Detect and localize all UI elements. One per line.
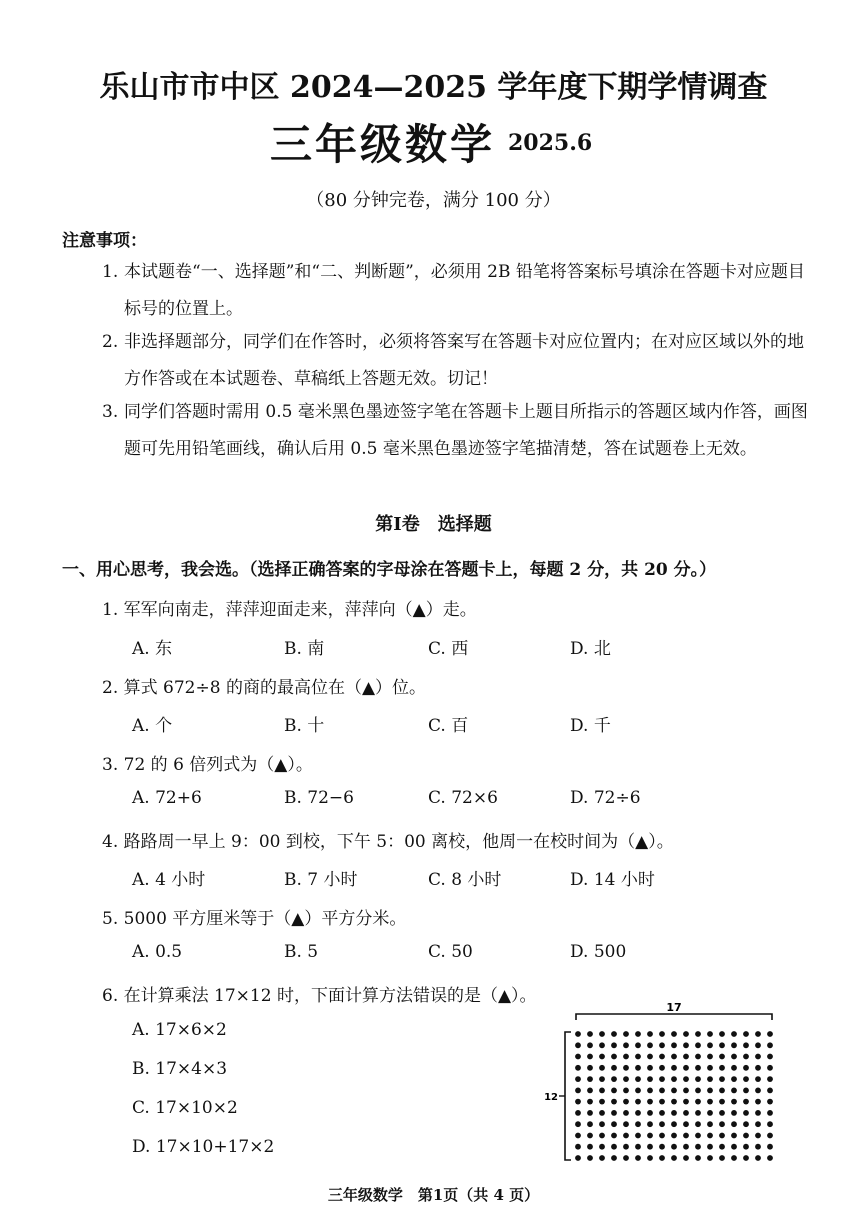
dot <box>659 1076 665 1082</box>
dot <box>611 1042 617 1048</box>
question-number: 1. <box>102 600 119 620</box>
dot <box>575 1121 581 1127</box>
figure-top-label: 17 <box>666 1001 682 1014</box>
dot <box>623 1155 629 1161</box>
dot <box>659 1099 665 1105</box>
dot <box>659 1065 665 1071</box>
part-title: 一、用心思考，我会选。（选择正确答案的字母涂在答题卡上，每题 2 分，共 20 分。） <box>62 560 717 580</box>
dot <box>671 1054 677 1060</box>
dot <box>743 1042 749 1048</box>
dot <box>767 1088 773 1094</box>
dot <box>731 1110 737 1116</box>
dot <box>599 1133 605 1139</box>
dot <box>659 1031 665 1037</box>
option-b: B. 17×4×3 <box>132 1059 228 1079</box>
dot <box>587 1133 593 1139</box>
dot <box>599 1099 605 1105</box>
question-text: 72 的 6 倍列式为（▲）。 <box>123 755 313 775</box>
dot <box>683 1031 689 1037</box>
dot <box>743 1121 749 1127</box>
dot <box>611 1155 617 1161</box>
dot <box>683 1099 689 1105</box>
dot <box>575 1031 581 1037</box>
dot <box>683 1144 689 1150</box>
dot <box>695 1088 701 1094</box>
dot <box>635 1110 641 1116</box>
question-text: 5000 平方厘米等于（▲）平方分米。 <box>123 909 407 929</box>
dot <box>635 1054 641 1060</box>
dot <box>599 1076 605 1082</box>
dot <box>635 1133 641 1139</box>
dot <box>671 1076 677 1082</box>
dot <box>719 1065 725 1071</box>
dot <box>659 1144 665 1150</box>
dot <box>659 1155 665 1161</box>
dot <box>731 1144 737 1150</box>
dot <box>695 1076 701 1082</box>
question-text: 算式 672÷8 的商的最高位在（▲）位。 <box>123 678 427 698</box>
dot <box>707 1054 713 1060</box>
dot <box>623 1076 629 1082</box>
dot <box>743 1110 749 1116</box>
question-1 <box>102 595 477 620</box>
dot <box>731 1054 737 1060</box>
question-number: 6. <box>102 986 119 1006</box>
dot <box>647 1144 653 1150</box>
dot <box>695 1054 701 1060</box>
dot <box>575 1155 581 1161</box>
dot <box>695 1133 701 1139</box>
dot <box>623 1121 629 1127</box>
dot <box>707 1042 713 1048</box>
dot <box>575 1076 581 1082</box>
dot <box>767 1054 773 1060</box>
option-d: D. 14 小时 <box>570 870 655 890</box>
dot <box>719 1076 725 1082</box>
dot <box>671 1031 677 1037</box>
dot <box>671 1065 677 1071</box>
dot <box>767 1076 773 1082</box>
dot <box>659 1088 665 1094</box>
dot <box>719 1099 725 1105</box>
dot <box>659 1042 665 1048</box>
dot <box>743 1155 749 1161</box>
question-4 <box>102 827 674 852</box>
dot <box>695 1110 701 1116</box>
dot <box>635 1031 641 1037</box>
dot <box>683 1133 689 1139</box>
option-d: D. 72÷6 <box>570 788 641 808</box>
option-c: C. 百 <box>428 716 469 736</box>
dot <box>755 1133 761 1139</box>
top-bracket <box>576 1014 772 1020</box>
dot-array-figure <box>544 1001 788 1168</box>
dot <box>575 1099 581 1105</box>
dot <box>755 1065 761 1071</box>
section-title: 第Ⅰ卷 选择题 <box>375 514 492 535</box>
dot <box>767 1155 773 1161</box>
note-item <box>102 394 822 509</box>
dot <box>599 1155 605 1161</box>
dot <box>671 1110 677 1116</box>
question-2 <box>102 673 426 698</box>
dot-grid <box>575 1031 773 1161</box>
dot <box>719 1054 725 1060</box>
dot <box>575 1065 581 1071</box>
question-6 <box>102 981 537 1006</box>
dot <box>695 1144 701 1150</box>
dot <box>611 1031 617 1037</box>
dot <box>623 1042 629 1048</box>
figure-side-label: 12 <box>544 1092 558 1103</box>
dot <box>635 1088 641 1094</box>
dot <box>707 1076 713 1082</box>
dot <box>623 1133 629 1139</box>
dot <box>683 1155 689 1161</box>
dot <box>575 1110 581 1116</box>
dot <box>623 1054 629 1060</box>
dot <box>635 1065 641 1071</box>
dot <box>623 1110 629 1116</box>
dot <box>575 1133 581 1139</box>
option-a: A. 个 <box>132 716 173 736</box>
page-footer: 三年级数学 第1页（共 4 页） <box>327 1186 540 1204</box>
option-a: A. 0.5 <box>132 942 183 962</box>
dot <box>743 1076 749 1082</box>
dot <box>767 1110 773 1116</box>
dot <box>635 1076 641 1082</box>
dot <box>671 1121 677 1127</box>
dot <box>755 1155 761 1161</box>
dot <box>599 1121 605 1127</box>
exam-title: 乐山市市中区 2024—2025 学年度下期学情调查 <box>99 70 768 105</box>
dot <box>587 1065 593 1071</box>
dot <box>755 1121 761 1127</box>
dot <box>599 1088 605 1094</box>
note-text: 本试题卷“一、选择题”和“二、判断题”，必须用 2B 铅笔将答案标号填涂在答题卡对应题目标号的位置上。 <box>124 262 805 319</box>
dot <box>731 1133 737 1139</box>
dot <box>623 1144 629 1150</box>
dot <box>743 1144 749 1150</box>
dot <box>767 1031 773 1037</box>
dot <box>659 1110 665 1116</box>
note-number: 3. <box>102 402 119 422</box>
note-text: 非选择题部分，同学们在作答时，必须将答案写在答题卡对应位置内；在对应区域以外的地方作答或在本试题卷、草稿纸上答题无效。切记！ <box>124 332 804 389</box>
dot <box>587 1054 593 1060</box>
dot <box>623 1088 629 1094</box>
dot <box>707 1088 713 1094</box>
question-number: 3. <box>102 755 119 775</box>
option-b: B. 72−6 <box>284 788 354 808</box>
question-text: 路路周一早上 9：00 到校，下午 5：00 离校，他周一在校时间为（▲）。 <box>123 832 674 852</box>
option-a: A. 17×6×2 <box>132 1020 227 1040</box>
dot <box>611 1110 617 1116</box>
question-5 <box>102 904 406 929</box>
dot <box>671 1155 677 1161</box>
dot <box>719 1088 725 1094</box>
note-number: 2. <box>102 332 119 352</box>
dot <box>611 1054 617 1060</box>
dot <box>611 1144 617 1150</box>
question-number: 5. <box>102 909 119 929</box>
dot <box>587 1042 593 1048</box>
dot <box>647 1110 653 1116</box>
dot <box>647 1088 653 1094</box>
dot <box>683 1121 689 1127</box>
dot <box>707 1099 713 1105</box>
dot <box>599 1031 605 1037</box>
option-b: B. 5 <box>284 942 319 962</box>
dot <box>683 1110 689 1116</box>
dot <box>587 1155 593 1161</box>
option-b: B. 南 <box>284 639 325 659</box>
notes-heading: 注意事项： <box>62 231 147 251</box>
option-d: D. 17×10+17×2 <box>132 1137 275 1157</box>
dot <box>767 1065 773 1071</box>
question-number: 2. <box>102 678 119 698</box>
dot <box>623 1099 629 1105</box>
dot <box>755 1088 761 1094</box>
dot <box>719 1155 725 1161</box>
dot <box>755 1031 761 1037</box>
option-d: D. 千 <box>570 716 611 736</box>
dot <box>707 1031 713 1037</box>
option-a: A. 72+6 <box>132 788 202 808</box>
option-c: C. 50 <box>428 942 473 962</box>
dot <box>575 1042 581 1048</box>
dot <box>695 1065 701 1071</box>
dot <box>599 1042 605 1048</box>
dot <box>707 1133 713 1139</box>
dot <box>695 1121 701 1127</box>
dot <box>707 1121 713 1127</box>
exam-date: 2025.6 <box>508 130 593 156</box>
option-b: B. 十 <box>284 716 325 736</box>
dot <box>659 1054 665 1060</box>
dot <box>635 1042 641 1048</box>
dot <box>695 1155 701 1161</box>
dot <box>635 1155 641 1161</box>
dot <box>647 1065 653 1071</box>
dot <box>683 1042 689 1048</box>
dot <box>695 1031 701 1037</box>
dot <box>623 1031 629 1037</box>
dot <box>587 1144 593 1150</box>
dot <box>587 1099 593 1105</box>
dot <box>647 1099 653 1105</box>
option-d: D. 北 <box>570 639 611 659</box>
dot <box>695 1099 701 1105</box>
option-a: A. 东 <box>132 639 173 659</box>
dot <box>587 1076 593 1082</box>
dot <box>719 1042 725 1048</box>
dot <box>743 1088 749 1094</box>
question-number: 4. <box>102 832 119 852</box>
dot <box>611 1133 617 1139</box>
dot <box>767 1133 773 1139</box>
dot <box>731 1088 737 1094</box>
dot <box>683 1088 689 1094</box>
dot <box>755 1144 761 1150</box>
subject-title: 三年级数学 <box>270 120 496 169</box>
dot <box>707 1144 713 1150</box>
dot <box>635 1121 641 1127</box>
duration-note: （80 分钟完卷，满分 100 分） <box>306 190 561 211</box>
option-c: C. 8 小时 <box>428 870 502 890</box>
dot <box>719 1121 725 1127</box>
question-3 <box>102 750 313 775</box>
dot <box>599 1054 605 1060</box>
dot <box>719 1031 725 1037</box>
dot <box>731 1065 737 1071</box>
dot <box>755 1110 761 1116</box>
option-c: C. 17×10×2 <box>132 1098 238 1118</box>
dot <box>647 1121 653 1127</box>
dot <box>731 1042 737 1048</box>
dot <box>587 1121 593 1127</box>
dot <box>755 1099 761 1105</box>
dot <box>743 1133 749 1139</box>
note-number: 1. <box>102 262 119 282</box>
dot <box>731 1031 737 1037</box>
option-b: B. 7 小时 <box>284 870 358 890</box>
dot <box>671 1042 677 1048</box>
note-item <box>102 254 822 334</box>
dot <box>707 1110 713 1116</box>
dot <box>659 1133 665 1139</box>
dot <box>755 1076 761 1082</box>
dot <box>683 1054 689 1060</box>
dot <box>683 1065 689 1071</box>
dot <box>719 1144 725 1150</box>
dot <box>743 1065 749 1071</box>
dot <box>767 1042 773 1048</box>
dot <box>611 1099 617 1105</box>
side-bracket <box>565 1032 571 1160</box>
dot <box>731 1121 737 1127</box>
dot <box>575 1088 581 1094</box>
dot <box>647 1042 653 1048</box>
dot <box>671 1099 677 1105</box>
dot <box>623 1065 629 1071</box>
dot <box>767 1121 773 1127</box>
dot <box>635 1144 641 1150</box>
dot <box>635 1099 641 1105</box>
dot <box>731 1099 737 1105</box>
dot <box>755 1042 761 1048</box>
dot <box>707 1155 713 1161</box>
dot <box>731 1155 737 1161</box>
option-d: D. 500 <box>570 942 627 962</box>
dot <box>731 1076 737 1082</box>
dot <box>743 1099 749 1105</box>
dot <box>695 1042 701 1048</box>
dot <box>587 1031 593 1037</box>
dot <box>611 1088 617 1094</box>
dot <box>647 1155 653 1161</box>
dot <box>599 1065 605 1071</box>
option-a: A. 4 小时 <box>132 870 206 890</box>
dot <box>671 1133 677 1139</box>
dot <box>647 1076 653 1082</box>
dot <box>683 1076 689 1082</box>
dot <box>575 1054 581 1060</box>
dot <box>647 1031 653 1037</box>
dot <box>719 1110 725 1116</box>
dot <box>611 1065 617 1071</box>
dot <box>611 1121 617 1127</box>
option-c: C. 72×6 <box>428 788 498 808</box>
dot <box>719 1133 725 1139</box>
question-text: 军军向南走，萍萍迎面走来，萍萍向（▲）走。 <box>123 600 477 620</box>
dot <box>743 1054 749 1060</box>
dot <box>671 1144 677 1150</box>
dot <box>599 1110 605 1116</box>
note-item <box>102 324 822 404</box>
dot <box>767 1099 773 1105</box>
option-c: C. 西 <box>428 639 469 659</box>
question-text: 在计算乘法 17×12 时，下面计算方法错误的是（▲）。 <box>123 986 537 1006</box>
dot <box>647 1133 653 1139</box>
dot <box>587 1110 593 1116</box>
note-text: 同学们答题时需用 0.5 毫米黑色墨迹签字笔在答题卡上题目所指示的答题区域内作答，画图题可先用铅笔画线，确认后用 0.5 毫米黑色墨迹签字笔描清楚，答在试题卷上无效。 <box>124 402 808 459</box>
dot <box>671 1088 677 1094</box>
dot <box>743 1031 749 1037</box>
dot <box>587 1088 593 1094</box>
dot <box>611 1076 617 1082</box>
dot <box>647 1054 653 1060</box>
dot <box>707 1065 713 1071</box>
dot <box>659 1121 665 1127</box>
dot <box>767 1144 773 1150</box>
dot <box>599 1144 605 1150</box>
dot <box>755 1054 761 1060</box>
dot <box>575 1144 581 1150</box>
